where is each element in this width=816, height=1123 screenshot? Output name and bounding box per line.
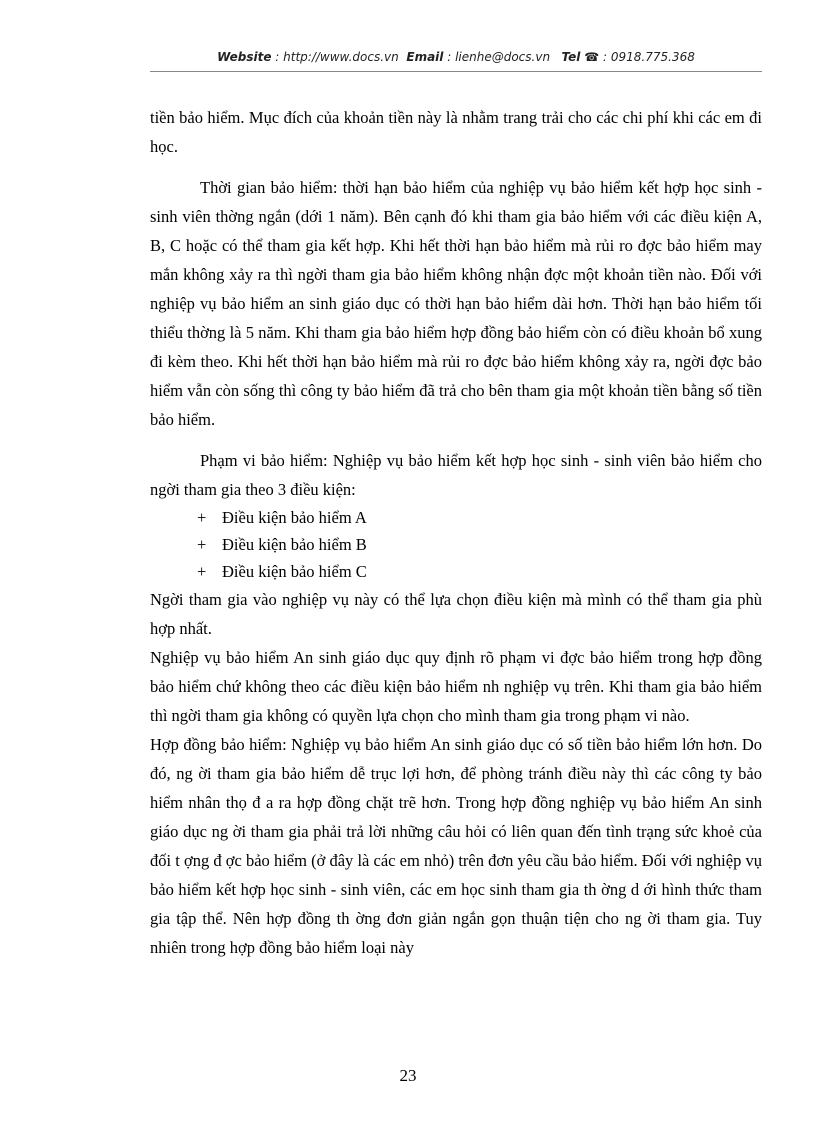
document-body (150, 103, 762, 962)
paragraph-an-sinh: Nghiệp vụ bảo hiểm An sinh giáo dục quy định rõ phạm vi đợc bảo hiểm trong hợp đồng bảo hiểm chứ không theo các điều kiện bảo hiểm nh nghiệp vụ trên. Khi tham gia bảo hiểm thì ngời tham gia không có quyền lựa chọn cho mình tham gia trong phạm vi nào. (150, 648, 762, 725)
page-header: Website : http://www.docs.vn Email : lienhe@docs.vn Tel ☎ : 0918.775.368 (217, 50, 695, 64)
header-divider (150, 71, 762, 72)
list-item: + Điều kiện bảo hiểm A (197, 508, 367, 527)
website-label: Website (217, 50, 272, 64)
tel-value: 0918.775.368 (610, 50, 695, 64)
tel-label: Tel (561, 50, 581, 64)
phone-icon: ☎ (584, 50, 600, 64)
page-number: 23 (399, 1066, 417, 1085)
email-label: Email (406, 50, 444, 64)
paragraph-pham-vi: Phạm vi bảo hiểm: Nghiệp vụ bảo hiểm kết hợp học sinh - sinh viên bảo hiểm cho ngời tham gia theo 3 điều kiện: (150, 451, 762, 499)
paragraph-1: tiền bảo hiểm. Mục đích của khoản tiền này là nhằm trang trải cho các chi phí khi các em đi học. (150, 108, 762, 156)
conditions-list (150, 504, 762, 585)
website-url[interactable]: http://www.docs.vn (283, 50, 399, 64)
paragraph-hop-dong: Hợp đồng bảo hiểm: Nghiệp vụ bảo hiểm An sinh giáo dục có số tiền bảo hiểm lớn hơn. Do đó, ng ời tham gia bảo hiểm dễ trục lợi hơn, để phòng tránh điều này thì các công ty bảo hiểm nhân thọ đ a ra hợp đồng chặt trẽ hơn. Trong hợp đồng nghiệp vụ bảo hiểm An sinh giáo dục ng ời tham gia phải trả lời những câu hỏi có liên quan đến tình trạng sức khoẻ của đối t ợng đ ợc bảo hiểm (ở đây là các em nhỏ) trên đơn yêu cầu bảo hiểm. Đối với nghiệp vụ bảo hiểm kết hợp học sinh - sinh viên, các em học sinh tham gia th ờng d ới hình thức tham gia tập thể. Nên hợp đồng th ờng đơn giản ngắn gọn thuận tiện cho ng ời tham gia. Tuy nhiên trong hợp đồng bảo hiểm loại này (150, 735, 762, 957)
email-value[interactable]: lienhe@docs.vn (455, 50, 551, 64)
list-item: + Điều kiện bảo hiểm B (197, 535, 367, 554)
paragraph-thoi-gian: Thời gian bảo hiểm: thời hạn bảo hiểm của nghiệp vụ bảo hiểm kết hợp học sinh - sinh viên thờng ngắn (dới 1 năm). Bên cạnh đó khi tham gia bảo hiểm với các điều kiện A, B, C hoặc có thể tham gia kết hợp. Khi hết thời hạn bảo hiểm mà rủi ro đợc bảo hiểm may mắn không xảy ra thì ngời tham gia bảo hiểm không nhận đợc một khoản tiền nào. Đối với nghiệp vụ bảo hiểm an sinh giáo dục có thời hạn bảo hiểm dài hơn. Thời hạn bảo hiểm tối thiểu thờng là 5 năm. Khi tham gia bảo hiểm hợp đồng bảo hiểm còn có điều khoản bổ xung đi kèm theo. Khi hết thời hạn bảo hiểm mà rủi ro đợc bảo hiểm không xảy ra, ngời đợc bảo hiểm vẫn còn sống thì công ty bảo hiểm đã trả cho bên tham gia một khoản tiền bằng số tiền bảo hiểm. (150, 178, 762, 429)
list-item: + Điều kiện bảo hiểm C (197, 562, 367, 581)
paragraph-lua-chon: Ngời tham gia vào nghiệp vụ này có thể lựa chọn điều kiện mà mình có thể tham gia phù hợp nhất. (150, 590, 762, 638)
